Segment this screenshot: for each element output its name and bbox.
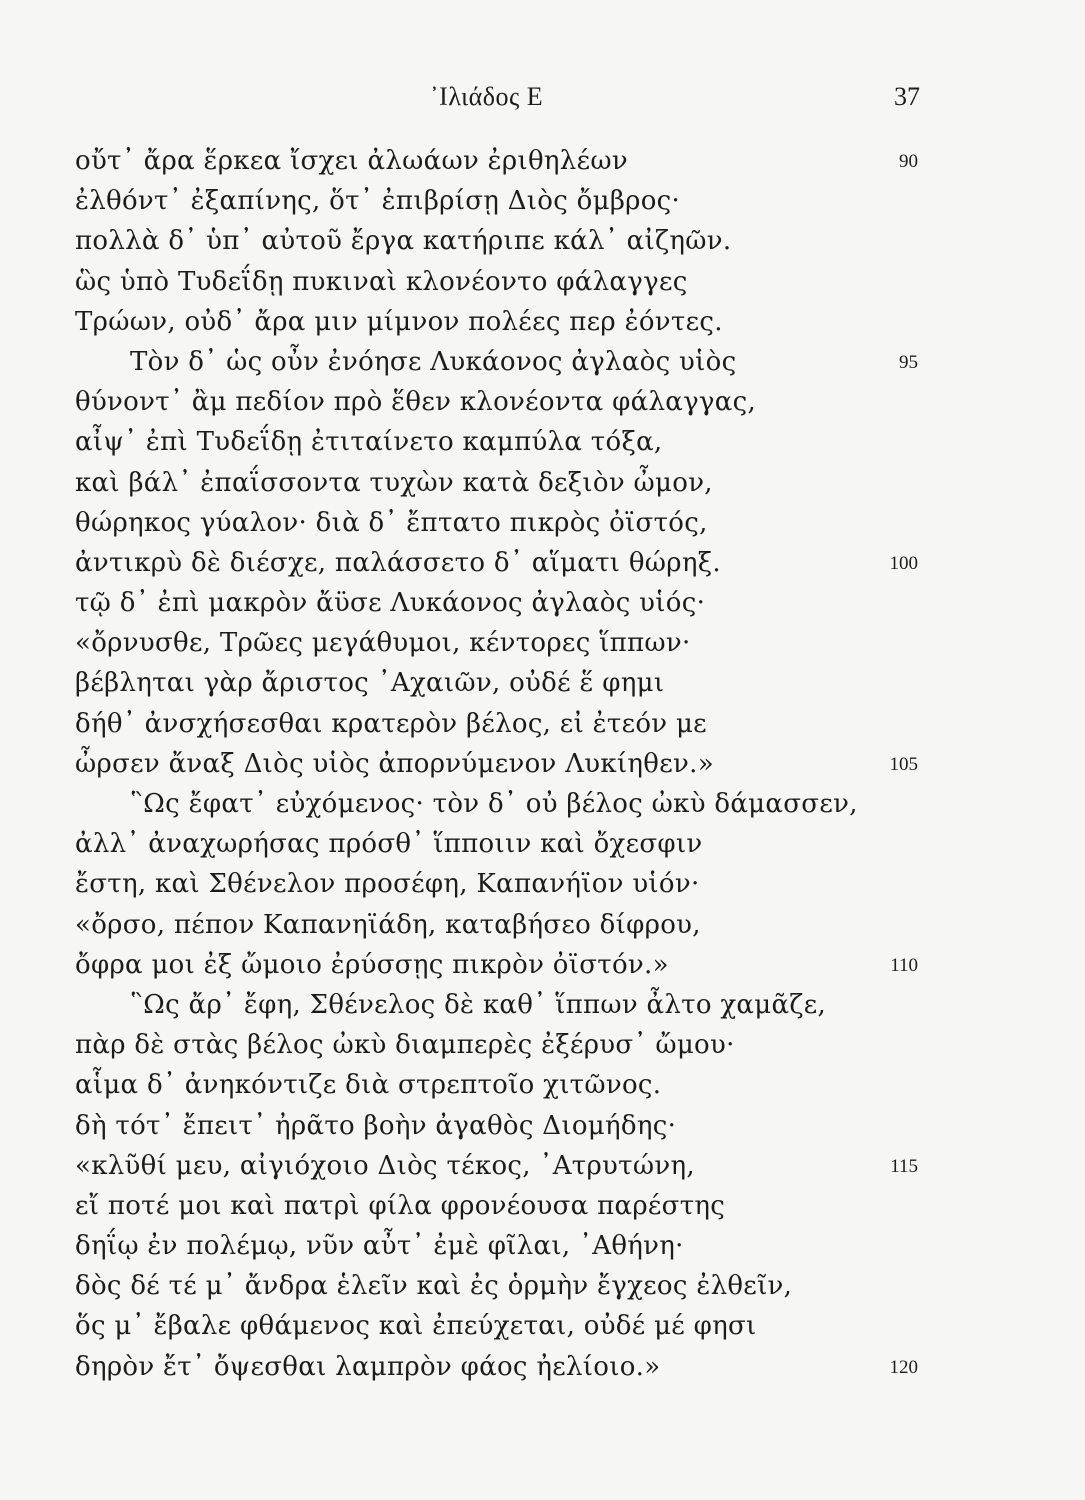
verse-line [0,787,1085,827]
verse-line [0,626,1085,666]
verse-line [0,305,1085,345]
verse-text: καὶ βάλ᾿ ἐπαΐσσοντα τυχὼν κατὰ δεξιὸν ὦμον, [75,467,713,498]
verse-line [0,988,1085,1028]
verse-text: «κλῦθί μευ, αἰγιόχοιο Διὸς τέκος, ᾿Ατρυτώνη, [75,1150,695,1181]
verse-text: βέβληται γὰρ ἄριστος ᾿Αχαιῶν, οὐδέ ἕ φημι [75,668,665,699]
line-number: 110 [890,954,918,976]
verse-text: δηΐῳ ἐν πολέμῳ, νῦν αὖτ᾿ ἐμὲ φῖλαι, ᾿Αθήνη· [75,1231,684,1262]
verse-text: πὰρ δὲ στὰς βέλος ὠκὺ διαμπερὲς ἐξέρυσ᾿ ὤμου· [75,1030,735,1061]
verse-line [0,1028,1085,1068]
line-number: 120 [889,1356,918,1378]
verse-text: Τὸν δ᾿ ὡς οὖν ἐνόησε Λυκάονος ἀγλαὸς υἱὸς [130,346,737,377]
line-number: 100 [889,552,918,574]
verse-line [0,506,1085,546]
verse-line [0,1109,1085,1149]
verse-text: ὣς ὑπὸ Τυδεΐδῃ πυκιναὶ κλονέοντο φάλαγγες [75,266,688,297]
verse-text: ἔστη, καὶ Σθένελον προσέφη, Καπανήϊον υἱόν· [75,869,700,900]
verse-text: δὴ τότ᾿ ἔπειτ᾿ ἠρᾶτο βοὴν ἀγαθὸς Διομήδης· [75,1110,677,1141]
verse-text: δήθ᾿ ἀνσχήσεσθαι κρατερὸν βέλος, εἰ ἐτεόν με [75,708,707,739]
verse-text: ὦρσεν ἄναξ Διὸς υἱὸς ἀπορνύμενον Λυκίηθεν.» [75,748,714,779]
verse-text: θώρηκος γύαλον· διὰ δ᾿ ἔπτατο πικρὸς ὀϊστός, [75,507,708,538]
line-number: 90 [899,151,918,172]
line-number: 95 [899,351,918,373]
line-number: 105 [889,753,918,775]
verse-line [0,867,1085,907]
verse-line [0,1189,1085,1229]
verse-line [0,666,1085,706]
verse-line [0,747,1085,787]
verse-line [0,265,1085,305]
verse-text: ῝Ως ἔφατ᾿ εὐχόμενος· τὸν δ᾿ οὐ βέλος ὠκὺ δάμασσεν, [130,789,858,819]
verse-line [0,224,1085,264]
verse-text: ῝Ως ἄρ᾿ ἔφη, Σθένελος δὲ καθ᾿ ἵππων ἆλτο χαμᾶζε, [130,989,827,1020]
verse-line [0,385,1085,425]
verse-text: ὅς μ᾿ ἔβαλε φθάμενος καὶ ἐπεύχεται, οὐδέ μέ φησι [75,1311,757,1342]
verse-text: Τρώων, οὐδ᾿ ἄρα μιν μίμνον πολέες περ ἐόντες. [75,306,723,337]
verse-line [0,1068,1085,1108]
verse-line [0,1229,1085,1269]
verse-text: «ὄρσο, πέπον Καπανηϊάδη, καταβήσεο δίφρου, [75,909,701,940]
verse-text: πολλὰ δ᾿ ὑπ᾿ αὐτοῦ ἔργα κατήριπε κάλ᾿ αἰζηῶν. [75,226,732,257]
verse-line [0,1309,1085,1349]
verse-text: ἀντικρὺ δὲ διέσχε, παλάσσετο δ᾿ αἵματι θώρηξ. [75,547,721,578]
page-number: 37 [894,82,920,111]
verse-line [0,948,1085,988]
verse-line [0,908,1085,948]
verse-line [0,586,1085,626]
verse-text: «ὄρνυσθε, Τρῶες μεγάθυμοι, κέντορες ἵππων· [75,628,691,659]
verse-text: αἶψ᾿ ἐπὶ Τυδεΐδῃ ἐτιταίνετο καμπύλα τόξα, [75,427,663,458]
verse-line [0,144,1085,184]
verse-text: εἴ ποτέ μοι καὶ πατρὶ φίλα φρονέουσα παρέστης [75,1190,726,1221]
verse-line [0,546,1085,586]
verse-line [0,345,1085,385]
verse-text: ἀλλ᾿ ἀναχωρήσας πρόσθ᾿ ἵπποιιν καὶ ὄχεσφιν [75,829,703,860]
verse-line [0,1149,1085,1189]
verse-line [0,827,1085,867]
verse-text: αἷμα δ᾿ ἀνηκόντιζε διὰ στρεπτοῖο χιτῶνος. [75,1070,662,1101]
verse-text: θύνοντ᾿ ἂμ πεδίον πρὸ ἕθεν κλονέοντα φάλαγγας, [75,387,757,418]
verse-text: τῷ δ᾿ ἐπὶ μακρὸν ἄϋσε Λυκάονος ἀγλαὸς υἱός· [75,588,706,619]
line-number: 115 [890,1155,918,1177]
verse-text: ἐλθόντ᾿ ἐξαπίνης, ὅτ᾿ ἐπιβρίσῃ Διὸς ὄμβρος· [75,186,681,217]
verse-line [0,466,1085,506]
verse-line [0,707,1085,747]
running-head [0,82,1085,122]
verse-line [0,1269,1085,1309]
verse-line [0,425,1085,465]
verse-text: ὄφρα μοι ἐξ ὤμοιο ἐρύσσῃς πικρὸν ὀϊστόν.» [75,949,669,980]
running-title: ᾿Ιλιάδος Ε [430,82,544,111]
verse-block [0,144,1085,1390]
verse-text: οὔτ᾿ ἄρα ἕρκεα ἴσχει ἀλωάων ἐριθηλέων [75,146,628,176]
verse-line [0,184,1085,224]
verse-text: δὸς δέ τέ μ᾿ ἄνδρα ἑλεῖν καὶ ἐς ὁρμὴν ἔγχεος ἐλθεῖν, [75,1271,793,1302]
verse-line [0,1350,1085,1390]
verse-text: δηρὸν ἔτ᾿ ὄψεσθαι λαμπρὸν φάος ἠελίοιο.» [75,1351,661,1382]
